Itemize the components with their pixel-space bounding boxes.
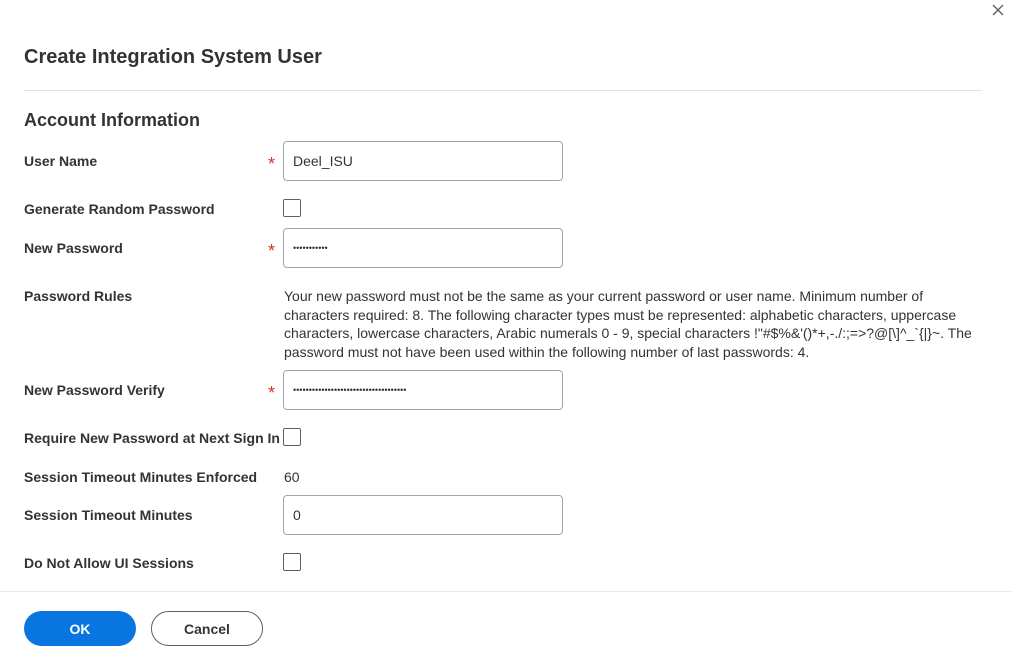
required-indicator: * [268, 383, 276, 403]
require-new-password-label: Require New Password at Next Sign In [24, 430, 280, 446]
new-password-verify-label: New Password Verify [24, 382, 165, 398]
title-divider [24, 90, 982, 91]
password-rules-text: Your new password must not be the same as your current password or user name. Minimum number of characters required: 8. The following character types must be represented: alphabetic characters, uppercase characters, lowercase characters, Arabic numerals 0 - 9, special characters !"#$%&'()*+,-./:;=>?@[\]^_`{|}~. The password must not have been used within the following number of last passwords: 4. [284, 288, 972, 360]
footer-divider [0, 591, 1012, 592]
new-password-label: New Password [24, 240, 123, 256]
new-password-verify-input[interactable] [283, 370, 563, 410]
close-icon [992, 3, 1004, 21]
session-timeout-minutes-input[interactable] [283, 495, 563, 535]
required-indicator: * [268, 241, 276, 261]
new-password-input[interactable] [283, 228, 563, 268]
required-indicator: * [268, 154, 276, 174]
close-button[interactable] [988, 2, 1008, 22]
password-rules-label: Password Rules [24, 288, 133, 304]
generate-random-password-label: Generate Random Password [24, 201, 215, 217]
user-name-label: User Name [24, 153, 98, 169]
ok-button[interactable]: OK [24, 611, 136, 646]
session-timeout-enforced-label: Session Timeout Minutes Enforced [24, 469, 258, 485]
do-not-allow-ui-sessions-checkbox[interactable] [283, 553, 301, 571]
user-name-input[interactable] [283, 141, 563, 181]
generate-random-password-checkbox[interactable] [283, 199, 301, 217]
session-timeout-enforced-value: 60 [284, 469, 300, 485]
dialog-title: Create Integration System User [24, 46, 322, 68]
cancel-button[interactable]: Cancel [151, 611, 263, 646]
session-timeout-minutes-label: Session Timeout Minutes [24, 507, 193, 523]
require-new-password-checkbox[interactable] [283, 428, 301, 446]
section-heading: Account Information [24, 110, 200, 130]
do-not-allow-ui-sessions-label: Do Not Allow UI Sessions [24, 555, 194, 571]
